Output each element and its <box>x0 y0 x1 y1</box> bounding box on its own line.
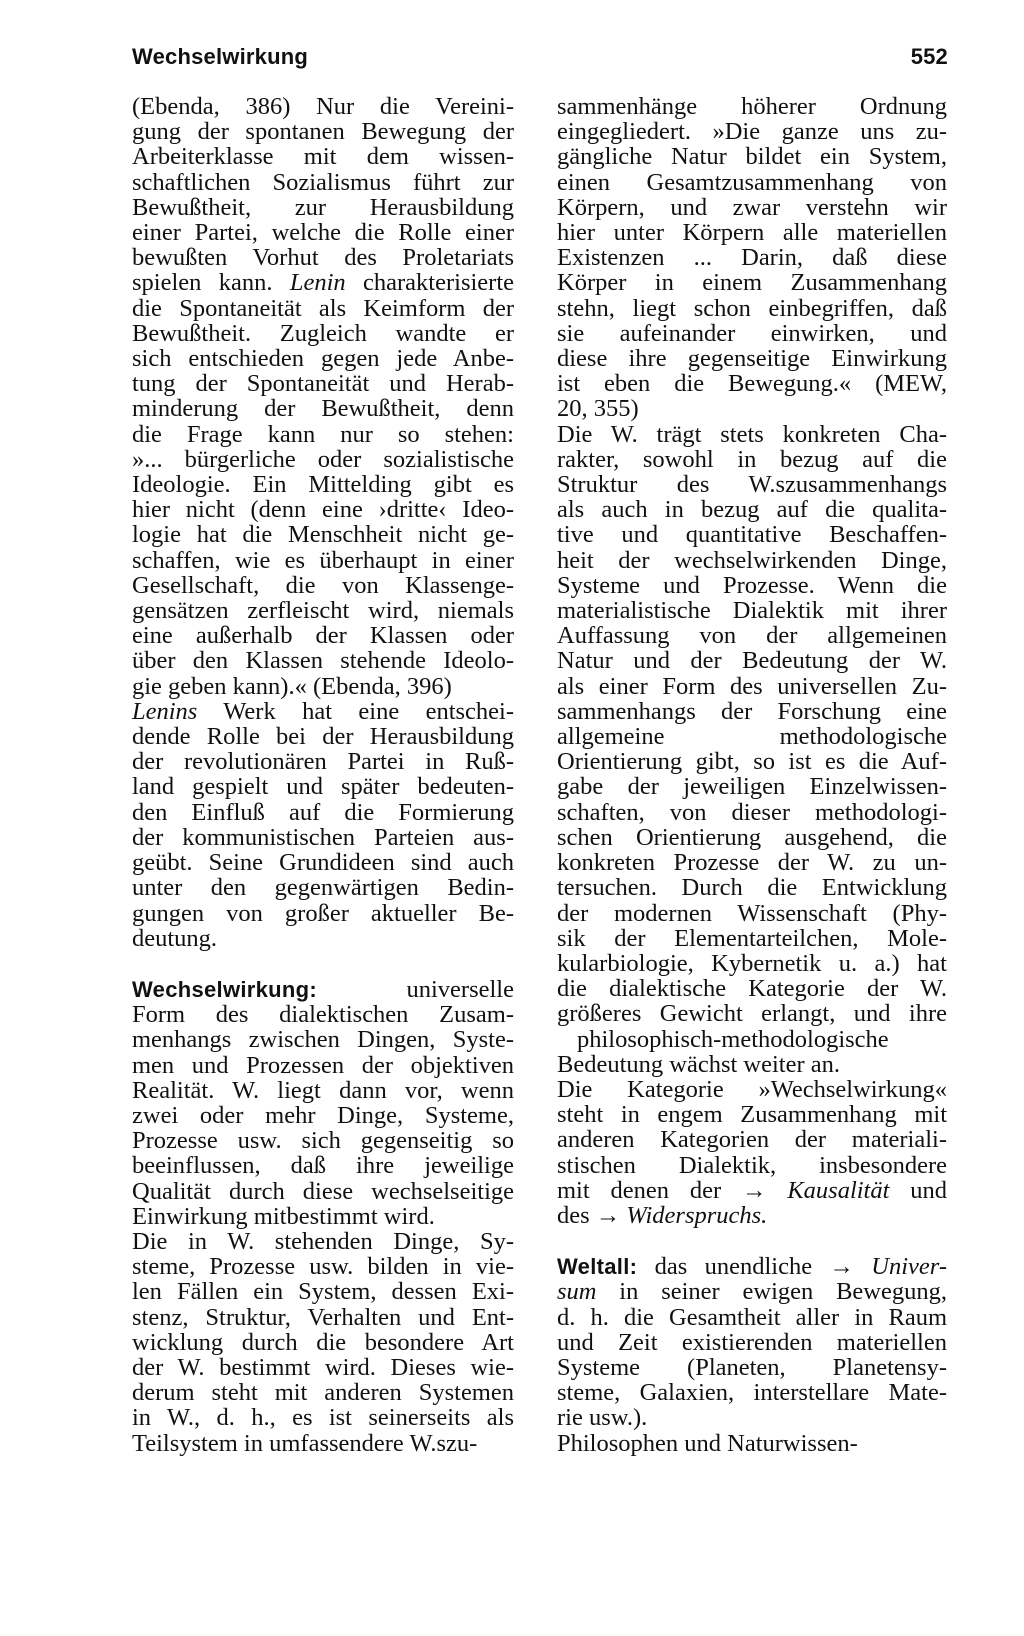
text-line: philosophisch-methodologische <box>577 1025 889 1053</box>
text-line: Teilsystem in umfassendere W.szu- <box>132 1429 478 1457</box>
text-line: Die W. trägt stets konkreten Cha- <box>557 420 947 448</box>
entry-gap <box>132 951 514 977</box>
right-column <box>557 94 947 1456</box>
text-line: tive und quantitative Beschaffen- <box>557 521 947 549</box>
text-line: Existenzen ... Darin, daß diese <box>557 244 947 272</box>
text-line: schaften, von dieser methodologi- <box>557 798 947 826</box>
text-line: allgemeine methodologische <box>557 723 947 751</box>
text-line: die Spontaneität als Keimform der <box>132 294 514 322</box>
text-line: eingegliedert. »Die ganze uns zu- <box>557 118 947 146</box>
text-line: eine außerhalb der Klassen oder <box>132 622 514 650</box>
text-line: gung der spontanen Bewegung der <box>132 118 514 146</box>
text-line: steme, Galaxien, interstellare Mate- <box>557 1379 947 1407</box>
text-line: Auffassung von der allgemeinen <box>557 622 947 650</box>
text-line: men und Prozessen der objektiven <box>132 1051 514 1079</box>
text-line: Wechselwirkung: universelle <box>132 975 514 1003</box>
text-line: schen Orientierung ausgehend, die <box>557 823 947 851</box>
text-line: gängliche Natur bildet ein System, <box>557 143 947 171</box>
text-line: len Fällen ein System, dessen Exi- <box>132 1278 514 1306</box>
text-line: Systeme und Prozesse. Wenn die <box>557 571 947 599</box>
text-line: Systeme (Planeten, Planetensy- <box>557 1353 947 1381</box>
text-line: als auch in bezug auf die qualita- <box>557 496 947 524</box>
text-line: gungen von großer aktueller Be- <box>132 899 514 927</box>
text-line: konkreten Prozesse der W. zu un- <box>557 849 947 877</box>
text-line: minderung der Bewußtheit, denn <box>132 395 514 423</box>
text-line: Die in W. stehenden Dinge, Sy- <box>132 1227 514 1255</box>
text-line: Körper in einem Zusammenhang <box>557 269 947 297</box>
text-line: hier unter Körpern alle materiellen <box>557 219 947 247</box>
text-line: die Frage kann nur so stehen: <box>132 420 514 448</box>
text-line: materialistische Dialektik mit ihrer <box>557 597 947 625</box>
text-line: Prozesse usw. sich gegenseitig so <box>132 1127 514 1155</box>
text-line: den Einfluß auf die Formierung <box>132 798 514 826</box>
text-line: gensätzen zerfleischt wird, niemals <box>132 597 514 625</box>
text-line: Qualität durch diese wechselseitige <box>132 1177 514 1205</box>
text-line: kularbiologie, Kybernetik u. a.) hat <box>557 949 947 977</box>
text-line: (Ebenda, 386) Nur die Vereini- <box>132 93 514 120</box>
text-line: stischen Dialektik, insbesondere <box>557 1151 947 1179</box>
text-line: Natur und der Bedeutung der W. <box>557 647 947 675</box>
text-line: schaffen, wie es überhaupt in einer <box>132 546 514 574</box>
text-line: Bewußtheit, zur Herausbildung <box>132 193 514 221</box>
text-line: land gespielt und später bedeuten- <box>132 773 514 801</box>
text-line: der W. bestimmt wird. Dieses wie- <box>132 1353 514 1381</box>
text-line: Lenins Werk hat eine entschei- <box>132 697 514 725</box>
left-column <box>132 94 514 1456</box>
text-line: sammenhänge höherer Ordnung <box>557 93 947 120</box>
text-line: steme, Prozesse usw. bilden in vie- <box>132 1253 514 1281</box>
text-line: sum in seiner ewigen Bewegung, <box>557 1278 947 1306</box>
text-line: Orientierung gibt, so ist es die Auf- <box>557 748 947 776</box>
text-line: der revolutionären Partei in Ruß- <box>132 748 514 776</box>
text-line: wicklung durch die besondere Art <box>132 1328 514 1356</box>
text-line: Bedeutung wächst weiter an. <box>557 1050 841 1078</box>
text-line: unter den gegenwärtigen Bedin- <box>132 874 514 902</box>
text-line: gie geben kann).« (Ebenda, 396) <box>132 672 452 700</box>
text-line: schaftlichen Sozialismus führt zur <box>132 168 514 196</box>
text-line: Die Kategorie »Wechselwirkung« <box>557 1075 947 1103</box>
text-line: Bewußtheit. Zugleich wandte er <box>132 319 514 347</box>
text-line: über den Klassen stehende Ideolo- <box>132 647 514 675</box>
text-line: einen Gesamtzusammenhang von <box>557 168 947 196</box>
text-line: Form des dialektischen Zusam- <box>132 1001 514 1029</box>
text-line: tung der Spontaneität und Herab- <box>132 370 514 398</box>
text-line: beeinflussen, daß ihre jeweilige <box>132 1152 514 1180</box>
text-line: sammenhangs der Forschung eine <box>557 697 947 725</box>
text-line: Körpern, und zwar verstehn wir <box>557 193 947 221</box>
text-line: stenz, Struktur, Verhalten und Ent- <box>132 1303 514 1331</box>
text-line: zwei oder mehr Dinge, Systeme, <box>132 1101 514 1129</box>
text-line: die dialektische Kategorie der W. <box>557 975 947 1003</box>
page-header <box>132 44 948 74</box>
headword: Weltall: <box>557 1254 638 1280</box>
text-line: mit denen der → Kausalität und <box>557 1176 948 1204</box>
text-line: als einer Form des universellen Zu- <box>557 672 947 700</box>
headword: Wechselwirkung: <box>132 976 318 1002</box>
text-line: rie usw.). <box>557 1404 648 1432</box>
text-line: anderen Kategorien der materiali- <box>557 1126 947 1154</box>
text-line: 20, 355) <box>557 395 639 423</box>
text-line: stehn, liegt schon einbegriffen, daß <box>557 294 947 322</box>
text-line: rakter, sowohl in bezug auf die <box>557 445 947 473</box>
text-line: menhangs zwischen Dingen, Syste- <box>132 1026 514 1054</box>
text-line: und Zeit existierenden materiellen <box>557 1328 947 1356</box>
text-line: Weltall: das unendliche → Univer- <box>557 1253 947 1281</box>
text-line: gabe der jeweiligen Einzelwissen- <box>557 773 947 801</box>
text-line: logie hat die Menschheit nicht ge- <box>132 521 514 549</box>
text-line: geübt. Seine Grundideen sind auch <box>132 849 514 877</box>
text-line: sich entschieden gegen jede Anbe- <box>132 345 514 373</box>
text-line: Realität. W. liegt dann vor, wenn <box>132 1076 514 1104</box>
text-line: diese ihre gegenseitige Einwirkung <box>557 345 947 373</box>
text-line: tersuchen. Durch die Entwicklung <box>557 874 947 902</box>
text-line: sie aufeinander einwirken, und <box>557 319 947 347</box>
text-line: in W., d. h., es ist seinerseits als <box>132 1404 514 1432</box>
text-line: Philosophen und Naturwissen- <box>557 1429 858 1457</box>
text-line: deutung. <box>132 924 218 952</box>
text-line: hier nicht (denn eine ›dritte‹ Ideo- <box>132 496 514 524</box>
text-line: Ideologie. Ein Mittelding gibt es <box>132 471 514 499</box>
text-line: »... bürgerliche oder sozialistische <box>132 445 514 473</box>
text-line: d. h. die Gesamtheit aller in Raum <box>557 1303 947 1331</box>
text-line: derum steht mit anderen Systemen <box>132 1379 514 1407</box>
text-line: Einwirkung mitbestimmt wird. <box>132 1202 435 1230</box>
text-line: sik der Elementarteilchen, Mole- <box>557 924 947 952</box>
text-line: Struktur des W.szusammenhangs <box>557 471 947 499</box>
text-line: größeres Gewicht erlangt, und ihre <box>557 1000 947 1028</box>
text-line: der kommunistischen Parteien aus- <box>132 823 514 851</box>
entry-gap <box>557 1228 947 1254</box>
page-number: 552 <box>910 44 948 69</box>
text-line: der modernen Wissenschaft (Phy- <box>557 899 947 927</box>
text-line: ist eben die Bewegung.« (MEW, <box>557 370 947 398</box>
text-line: dende Rolle bei der Herausbildung <box>132 723 514 751</box>
text-line: heit der wechselwirkenden Dinge, <box>557 546 947 574</box>
text-line: Gesellschaft, die von Klassenge- <box>132 571 514 599</box>
running-title: Wechselwirkung <box>132 44 308 69</box>
text-line: Arbeiterklasse mit dem wissen- <box>132 143 514 171</box>
text-line: bewußten Vorhut des Proletariats <box>132 244 514 272</box>
text-line: steht in engem Zusammenhang mit <box>557 1101 947 1129</box>
text-line: einer Partei, welche die Rolle einer <box>132 219 514 247</box>
text-line: des → Widerspruchs. <box>557 1201 768 1229</box>
text-line: spielen kann. Lenin charakterisierte <box>132 269 515 297</box>
